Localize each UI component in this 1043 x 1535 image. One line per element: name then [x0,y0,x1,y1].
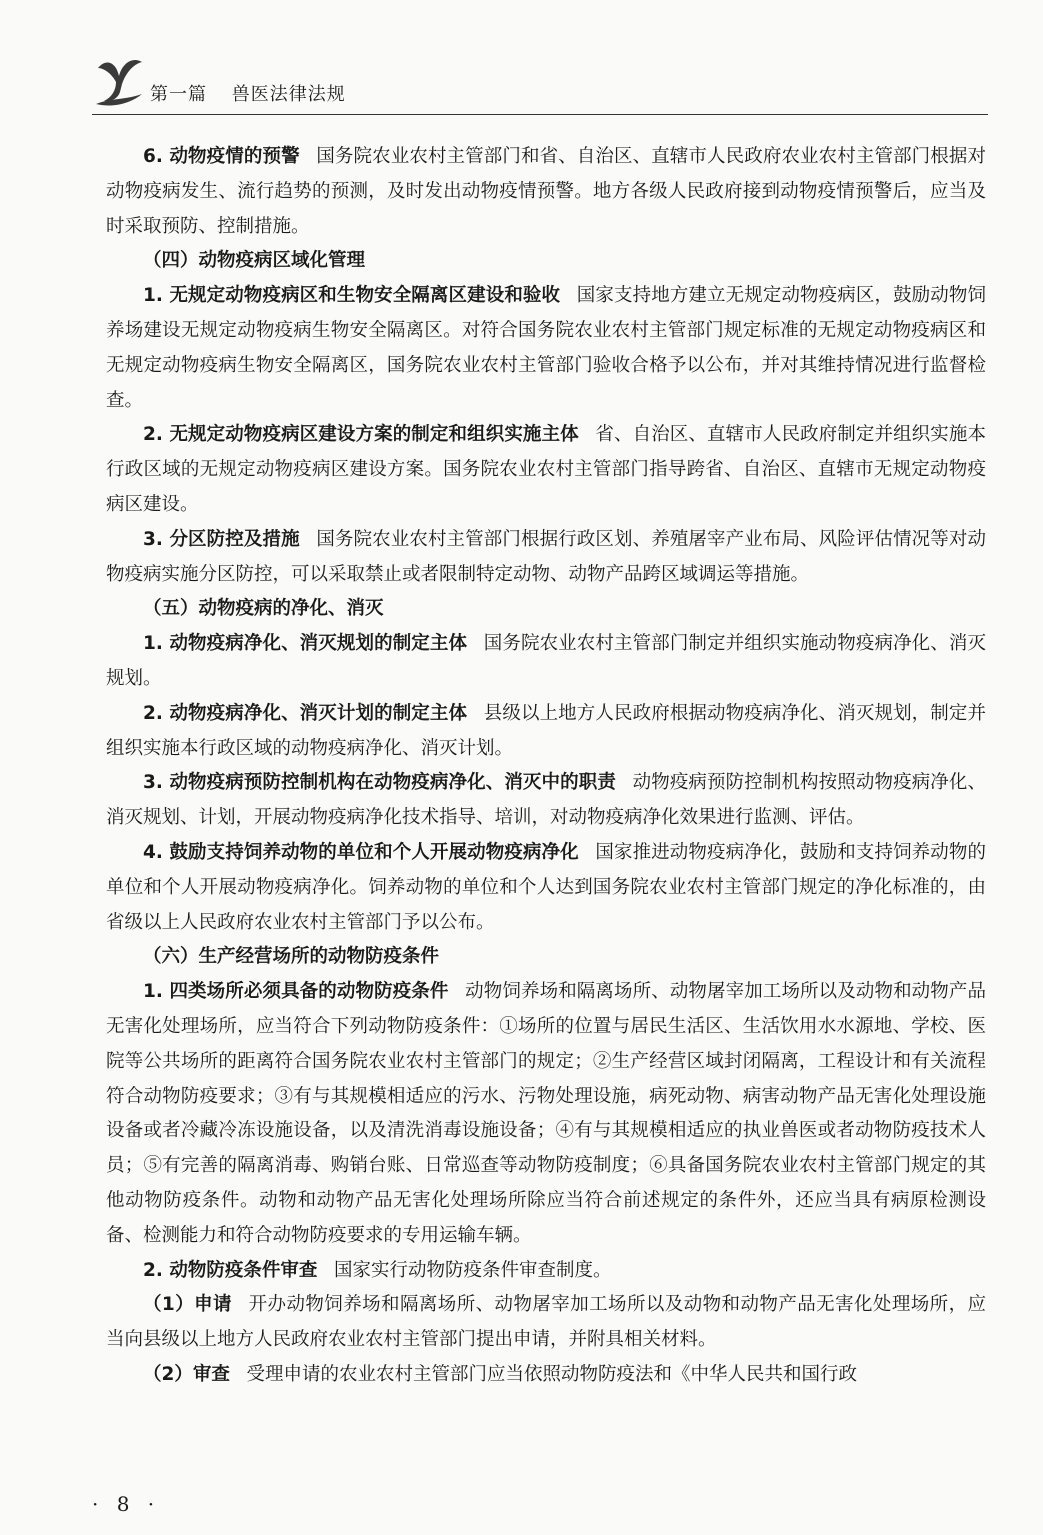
paragraph-heading: 6. 动物疫情的预警 [143,146,300,167]
section-heading-text: （五）动物疫病的净化、消灭 [143,598,384,620]
paragraph [106,975,986,1253]
section-heading [106,592,986,627]
paragraph-heading: 2. 无规定动物疫病区建设方案的制定和组织实施主体 [143,424,579,446]
paragraph-heading: 1. 四类场所必须具备的动物防疫条件 [143,981,449,1003]
paragraph-text: 开办动物饲养场和隔离场所、动物屠宰加工场所以及动物和动物产品无害化处理场所，应当向县级以上地方人民政府农业农村主管部门提出申请，并附具相关材料。 [106,1294,986,1351]
section-heading-text: （六）生产经营场所的动物防疫条件 [143,946,440,968]
paragraph-text: 受理申请的农业农村主管部门应当依照动物防疫法和《中华人民共和国行政 [246,1363,858,1385]
header-rule [92,114,988,115]
running-header [150,80,346,106]
paragraph-text: 国家推进动物疫病净化，鼓励和支持饲养动物的单位和个人开展动物疫病净化。饲养动物的单位和个人达到国务院农业农村主管部门规定的净化标准的，由省级以上人民政府农业农村主管部门予以公布。 [106,841,986,933]
paragraph [106,697,986,767]
paragraph-heading: （1）申请 [143,1294,232,1316]
paragraph [106,140,986,244]
paragraph [106,1288,986,1358]
paragraph-heading: 3. 动物疫病预防控制机构在动物疫病净化、消灭中的职责 [143,772,616,794]
paragraph-text: 省、自治区、直辖市人民政府制定并组织实施本行政区域的无规定动物疫病区建设方案。国务院农业农村主管部门指导跨省、自治区、直辖市无规定动物疫病区建设。 [106,424,986,515]
chapter-title: 兽医法律法规 [231,84,346,105]
paragraph-heading: 2. 动物疫病净化、消灭计划的制定主体 [143,702,468,724]
section-heading [106,244,986,279]
page-number: · 8 · [92,1492,161,1516]
paragraph-text: 动物疫病预防控制机构按照动物疫病净化、消灭规划、计划，开展动物疫病净化技术指导、培训，对动物疫病净化效果进行监测、评估。 [106,772,986,829]
paragraph-heading: 4. 鼓励支持饲养动物的单位和个人开展动物疫病净化 [143,841,579,863]
publisher-logo-icon [92,54,146,110]
paragraph-text: 国务院农业农村主管部门和省、自治区、直辖市人民政府农业农村主管部门根据对动物疫病发生、流行趋势的预测，及时发出动物疫情预警。地方各级人民政府接到动物疫情预警后，应当及时采取预防、控制措施。 [106,146,986,237]
paragraph-text: 国家实行动物防疫条件审查制度。 [333,1259,612,1281]
paragraph-heading: 1. 无规定动物疫病区和生物安全隔离区建设和验收 [143,285,561,307]
paragraph-heading: 3. 分区防控及措施 [143,528,300,550]
page-header [92,54,992,114]
paragraph [106,418,986,522]
paragraph-text: 国务院农业农村主管部门制定并组织实施动物疫病净化、消灭规划。 [106,633,986,689]
paragraph [106,1254,986,1289]
paragraph-heading: 2. 动物防疫条件审查 [143,1259,318,1281]
paragraph [106,523,986,593]
paragraph-text: 县级以上地方人民政府根据动物疫病净化、消灭规划，制定并组织实施本行政区域的动物疫病净化、消灭计划。 [106,702,986,759]
paragraph-text: 动物饲养场和隔离场所、动物屠宰加工场所以及动物和动物产品无害化处理场所，应当符合下列动物防疫条件：①场所的位置与居民生活区、生活饮用水水源地、学校、医院等公共场所的距离符合国务院农业农村主管部门的规定；②生产经营区域封闭隔离，工程设计和有关流程符合动物防疫要求；③有与其规模相适应的污水、污物处理设施，病死动物、病害动物产品无害化处理设施设备或者冷藏冷冻设施设备，以及清洗消毒设施设备；④有与其规模相适应的执业兽医或者动物防疫技术人员；⑤有完善的隔离消毒、购销台账、日常巡查等动物防疫制度；⑥具备国务院农业农村主管部门规定的其他动物防疫条件。动物和动物产品无害化处理场所除应当符合前述规定的条件外，还应当具有病原检测设备、检测能力和符合动物防疫要求的专用运输车辆。 [106,981,987,1246]
chapter-label: 第一篇 [150,84,207,105]
paragraph-heading: 1. 动物疫病净化、消灭规划的制定主体 [143,633,468,655]
paragraph [106,836,986,940]
section-heading-text: （四）动物疫病区域化管理 [143,250,366,272]
paragraph [106,279,986,418]
paragraph-heading: （2）审查 [143,1363,230,1385]
paragraph-text: 国家支持地方建立无规定动物疫病区，鼓励动物饲养场建设无规定动物疫病生物安全隔离区。对符合国务院农业农村主管部门规定标准的无规定动物疫病区和无规定动物疫病生物安全隔离区，国务院农业农村主管部门验收合格予以公布，并对其维持情况进行监督检查。 [106,285,986,411]
paragraph [106,1358,986,1393]
body-text [106,140,986,1393]
section-heading [106,940,986,975]
paragraph [106,766,986,836]
paragraph-text: 国务院农业农村主管部门根据行政区划、养殖屠宰产业布局、风险评估情况等对动物疫病实施分区防控，可以采取禁止或者限制特定动物、动物产品跨区域调运等措施。 [106,528,986,585]
paragraph [106,627,986,697]
